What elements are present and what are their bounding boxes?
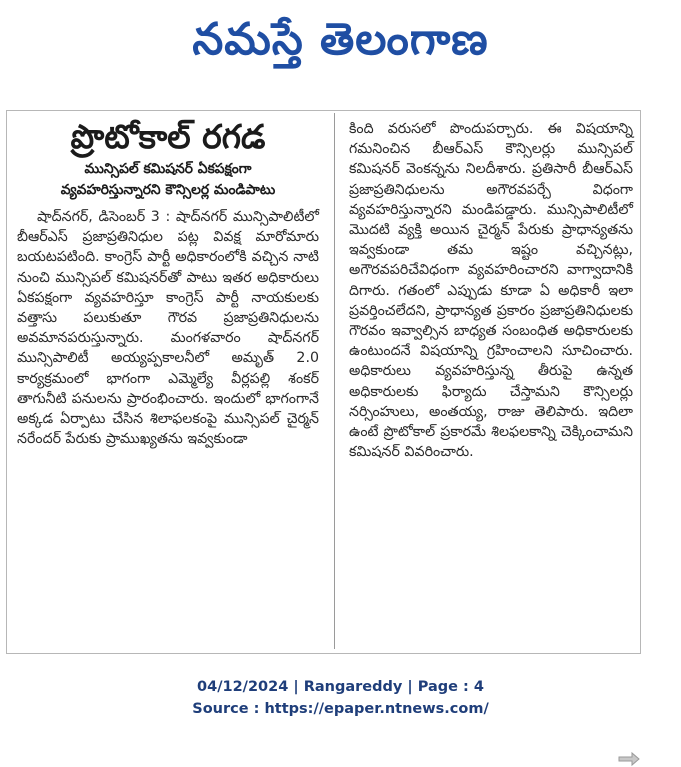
- article-subhead: [17, 159, 319, 201]
- subhead-line-1: మున్సిపల్ కమిషనర్ ఏకపక్షంగా: [84, 161, 252, 177]
- page-footer: [0, 676, 681, 720]
- news-clipping: [6, 110, 641, 654]
- article-body-right: కింది వరుసలో పొందుపర్చారు. ఈ విషయాన్ని గమనించిన బీఆర్‌ఎస్ కౌన్సిలర్లు మున్సిపల్ కమిషనర్ వెంకన్నను నిలదీశారు. ప్రతిసారీ బీఆర్‌ఎస్ ప్రజాప్రతినిధులను అగౌరవపర్చే విధంగా వ్యవహరిస్తున్నారని మండిపడ్డారు. మున్సిపాలిటీలో మొదటి వ్యక్తి అయిన చైర్మన్ పేరుకు ప్రాధాన్యతను ఇవ్వకుండా తమ ఇష్టం వచ్చినట్లు, అగౌరవపరిచేవిధంగా వ్యవహరించారని వాగ్వాదానికి దిగారు. గతంలో ఎప్పుడు కూడా ఏ అధికారీ ఇలా ప్రవర్తించలేదని, ప్రాధాన్యత ప్రకారం ప్రజాప్రతినిధులకు గౌరవం ఇవ్వాల్సిన బాధ్యత సంబంధిత అధికారులకు ఉంటుందనే విషయాన్ని గ్రహించాలని సూచించారు. అధికారులు వ్యవహరిస్తున్న తీరుపై ఉన్నత అధికారులకు ఫిర్యాదు చేస్తామని కౌన్సిలర్లు నర్సింహులు, అంతయ్య, రాజు తెలిపారు. ఇదిలా ఉంటే ప్రొటోకాల్ ప్రకారమే శిలఫలకాన్ని చెక్కించామని కమిషనర్ వివరించారు.: [349, 121, 633, 461]
- edition-info: 04/12/2024 | Rangareddy | Page : 4: [197, 679, 484, 695]
- masthead: [0, 0, 681, 80]
- subhead-line-2: వ్యవహరిస్తున్నారని కౌన్సిలర్ల మండిపాటు: [60, 182, 276, 198]
- article-column-right: [349, 119, 633, 462]
- newspaper-logo: నమస్తే తెలంగాణ: [192, 14, 489, 65]
- article-body-left: షాద్‌నగర్, డిసెంబర్ 3 : షాద్‌నగర్ మున్సిపాలిటీలో బీఆర్‌ఎస్ ప్రజాప్రతినిధుల పట్ల వివక్ష మారోమారు బయటపటింది. కాంగ్రెస్ పార్టీ అధికారంలోకి వచ్చిన నాటి నుంచి మున్సిపల్ కమిషనర్‌తో పాటు ఇతర అధికారులు ఏకపక్షంగా వ్యవహరిస్తూ కాంగ్రెస్ పార్టీ నాయకులకు వత్తాసు పలుకుతూ గౌరవ ప్రజాప్రతినిధులను అవమానపరుస్తున్నారు. మంగళవారం షాద్‌నగర్ మున్సిపాలిటీ అయ్యప్పకాలనీలో అమృత్ 2.0 కార్యక్రమంలో భాగంగా ఎమ్మెల్యే వీర్లపల్లి శంకర్ తాగునీటి పనులను ప్రారంభించారు. ఇందులో భాగంగానే అక్కడ ఏర్పాటు చేసిన శిలాఫలకంపై మున్సిపల్ చైర్మన్ నరేందర్ పేరుకు ప్రాముఖ్యతను ఇవ్వకుండా: [17, 209, 319, 448]
- column-divider: [334, 113, 335, 649]
- arrow-right-icon[interactable]: [618, 751, 640, 767]
- article-headline: ప్రొటోకాల్ రగడ: [70, 117, 266, 156]
- source-link[interactable]: Source : https://epaper.ntnews.com/: [192, 701, 489, 717]
- article-column-left: [17, 113, 319, 449]
